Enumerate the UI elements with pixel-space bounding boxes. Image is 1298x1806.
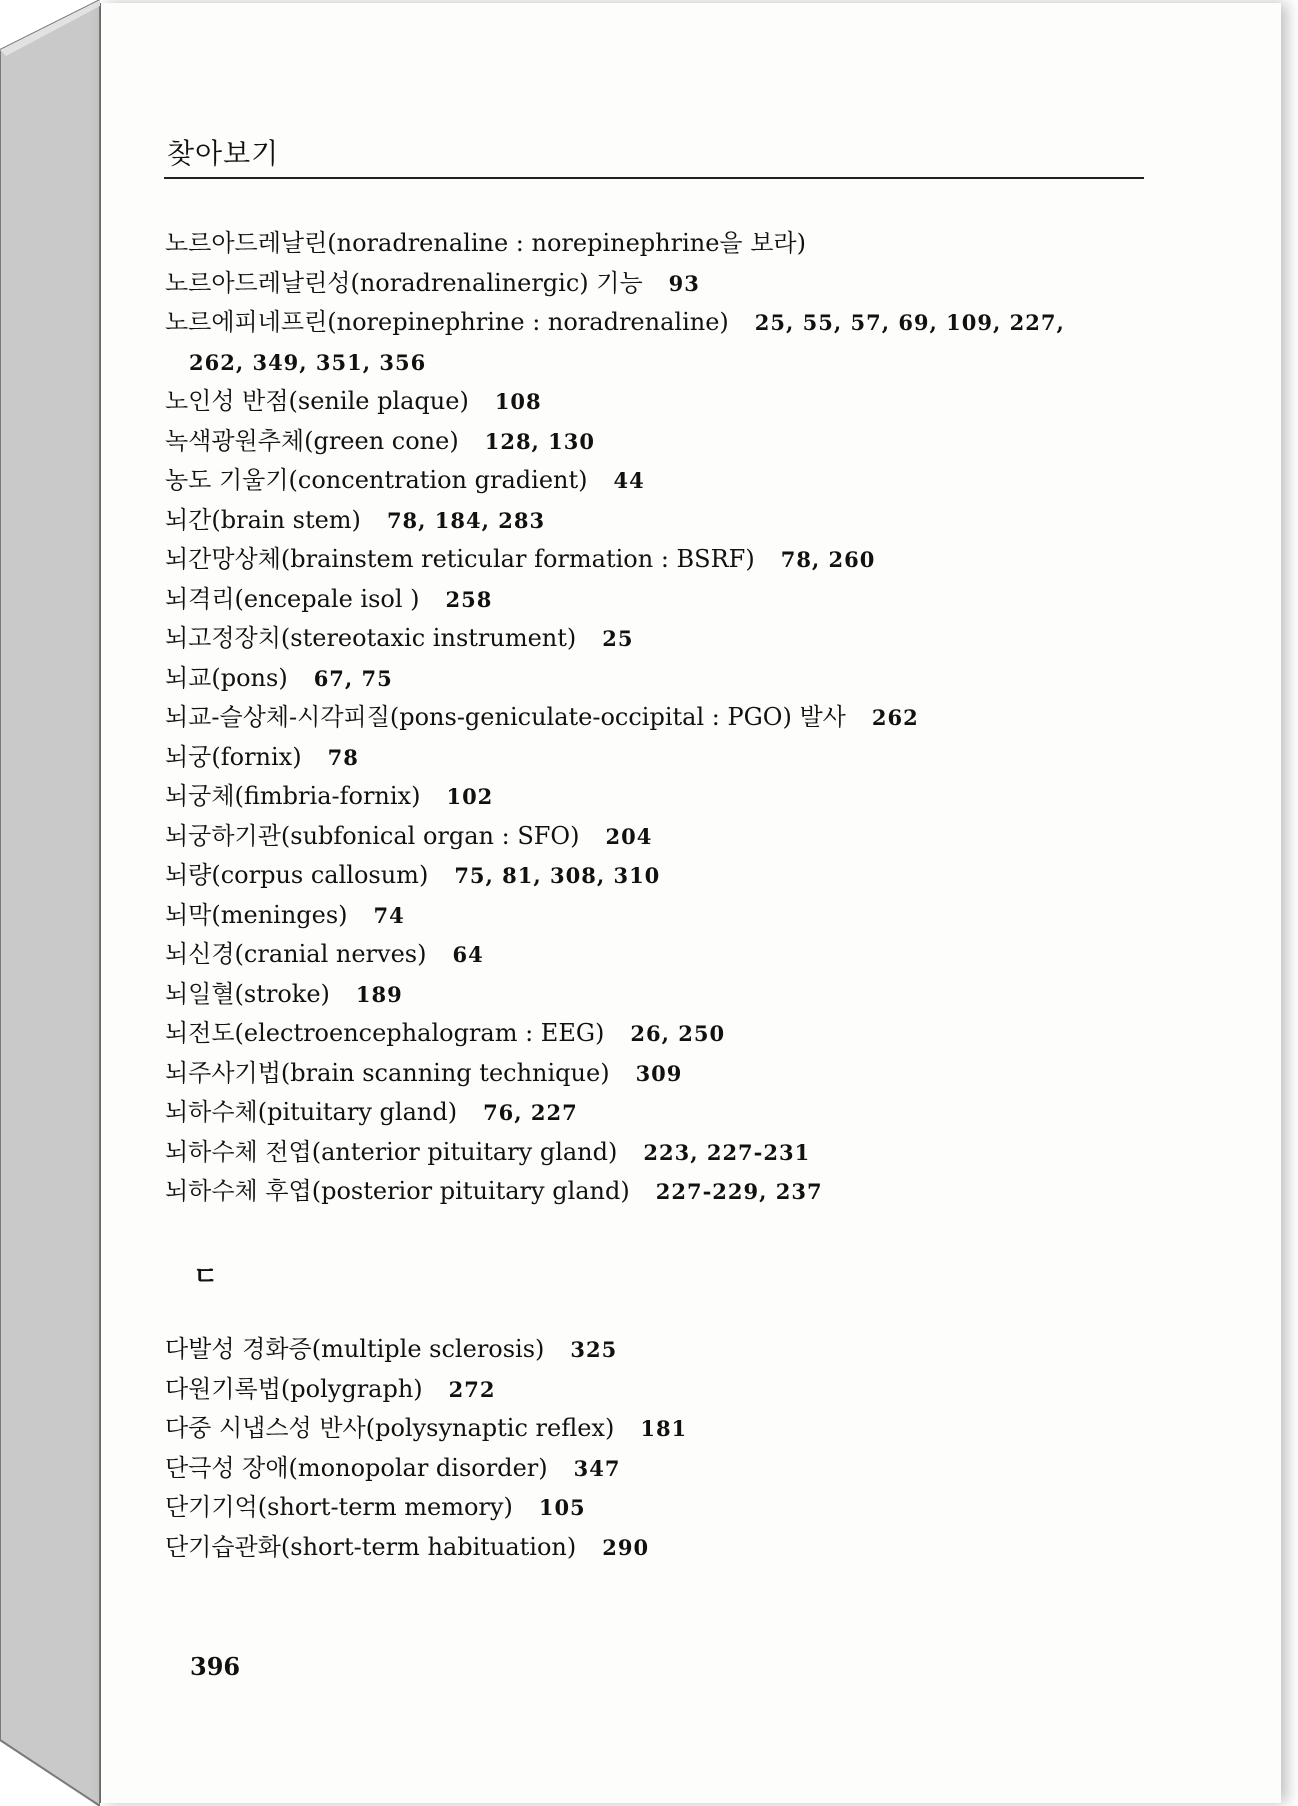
index-term: 뇌고정장치(stereotaxic instrument) <box>165 624 577 652</box>
index-pages: 67, 75 <box>313 665 393 691</box>
index-term: 녹색광원추체(green cone) <box>165 426 459 455</box>
index-pages-continued: 262, 349, 351, 356 <box>189 349 427 375</box>
index-term: 뇌궁하기관(subfonical organ : SFO) <box>165 821 580 850</box>
index-term: 뇌교(pons) <box>165 663 288 692</box>
index-pages: 272 <box>448 1376 496 1402</box>
index-pages: 347 <box>573 1455 621 1481</box>
index-pages: 78, 260 <box>780 547 876 572</box>
index-term: 뇌격리(encepale isol ) <box>165 584 420 613</box>
index-entries-section-d <box>165 1330 1155 1567</box>
index-term: 뇌간(brain stem) <box>165 505 361 534</box>
index-entry <box>165 777 1155 817</box>
index-entry <box>165 1449 1155 1489</box>
index-entry <box>165 817 1155 857</box>
index-pages: 76, 227 <box>483 1100 578 1125</box>
index-entry <box>165 382 1155 422</box>
index-entries <box>165 224 1155 1212</box>
index-term: 뇌량(corpus callosum) <box>165 861 429 889</box>
index-term: 뇌간망상체(brainstem reticular formation : BSRF) <box>165 545 755 573</box>
index-term: 다원기록법(polygraph) <box>165 1374 423 1403</box>
index-pages: 227-229, 237 <box>655 1179 823 1204</box>
index-entry <box>165 619 1155 659</box>
index-pages: 78, 184, 283 <box>386 507 546 533</box>
header-rule <box>164 177 1144 179</box>
index-entry <box>165 303 1155 382</box>
index-pages: 223, 227-231 <box>643 1139 811 1165</box>
index-entry <box>165 1054 1155 1094</box>
page-header: 찾아보기 <box>167 137 280 170</box>
index-pages: 325 <box>570 1337 618 1362</box>
index-term: 노르에피네프린(norepinephrine : noradrenaline) <box>165 308 729 336</box>
index-term: 단기습관화(short-term habituation) <box>165 1532 577 1561</box>
index-pages: 105 <box>538 1495 586 1520</box>
index-entry <box>165 738 1155 778</box>
index-term: 뇌하수체 후엽(posterior pituitary gland) <box>165 1177 630 1205</box>
index-pages: 262 <box>871 705 919 730</box>
index-pages: 26, 250 <box>630 1021 726 1046</box>
index-term: 노르아드레날린성(noradrenalinergic) 기능 <box>165 268 643 297</box>
index-entry <box>165 1093 1155 1133</box>
index-term: 뇌궁(fornix) <box>165 742 302 771</box>
index-pages: 258 <box>445 586 493 612</box>
index-entry <box>165 461 1155 501</box>
index-pages: 102 <box>446 784 494 809</box>
index-entry <box>165 896 1155 936</box>
index-term: 뇌신경(cranial nerves) <box>165 940 427 968</box>
section-letter: ㄷ <box>193 1262 219 1292</box>
index-term: 뇌막(meninges) <box>165 900 348 929</box>
index-entry <box>165 1488 1155 1528</box>
index-term: 뇌궁체(fimbria-fornix) <box>165 782 421 810</box>
index-term: 뇌주사기법(brain scanning technique) <box>165 1058 610 1087</box>
index-term: 다발성 경화증(multiple sclerosis) <box>165 1335 545 1363</box>
index-term: 다중 시냅스성 반사(polysynaptic reflex) <box>165 1414 615 1442</box>
index-term: 노르아드레날린(noradrenaline : norepinephrine을 보라) <box>165 229 806 257</box>
index-entry <box>165 659 1155 699</box>
index-pages: 64 <box>452 942 484 967</box>
index-pages: 25 <box>602 626 634 651</box>
index-entry <box>165 1172 1155 1212</box>
index-pages: 75, 81, 308, 310 <box>454 863 661 888</box>
index-term: 단극성 장애(monopolar disorder) <box>165 1453 548 1482</box>
index-entry <box>165 1330 1155 1370</box>
index-term: 뇌전도(electroencephalogram : EEG) <box>165 1019 605 1047</box>
index-entry <box>165 1133 1155 1173</box>
index-pages: 181 <box>640 1416 688 1441</box>
index-entry <box>165 856 1155 896</box>
index-entry <box>165 540 1155 580</box>
index-term: 뇌하수체(pituitary gland) <box>165 1098 458 1126</box>
index-pages: 78 <box>327 744 359 770</box>
book-spine <box>0 0 100 1806</box>
index-entry <box>165 935 1155 975</box>
index-term: 노인성 반점(senile plaque) <box>165 387 469 415</box>
index-entry <box>165 422 1155 462</box>
index-entry <box>165 1528 1155 1568</box>
index-entry <box>165 975 1155 1015</box>
index-entry <box>165 1014 1155 1054</box>
index-entry <box>165 580 1155 620</box>
index-entry <box>165 224 1155 264</box>
index-entry <box>165 264 1155 304</box>
index-term: 뇌교-슬상체-시각피질(pons-geniculate-occipital : PGO) 발사 <box>165 703 846 731</box>
index-term: 농도 기울기(concentration gradient) <box>165 466 588 494</box>
index-pages: 309 <box>635 1060 683 1086</box>
index-entry <box>165 1409 1155 1449</box>
index-term: 뇌하수체 전엽(anterior pituitary gland) <box>165 1137 618 1166</box>
index-pages: 74 <box>373 902 405 928</box>
index-entry <box>165 698 1155 738</box>
index-pages: 44 <box>613 468 645 493</box>
index-pages: 204 <box>605 823 653 849</box>
index-pages: 108 <box>494 389 542 414</box>
index-entry <box>165 501 1155 541</box>
page-number: 396 <box>190 1652 241 1681</box>
index-term: 단기기억(short-term memory) <box>165 1493 513 1521</box>
index-entry <box>165 1370 1155 1410</box>
index-pages: 128, 130 <box>484 428 596 454</box>
index-pages: 290 <box>602 1534 650 1560</box>
index-pages: 93 <box>668 270 700 296</box>
index-pages: 189 <box>355 981 403 1007</box>
index-term: 뇌일혈(stroke) <box>165 979 330 1008</box>
index-pages: 25, 55, 57, 69, 109, 227, <box>754 310 1065 335</box>
